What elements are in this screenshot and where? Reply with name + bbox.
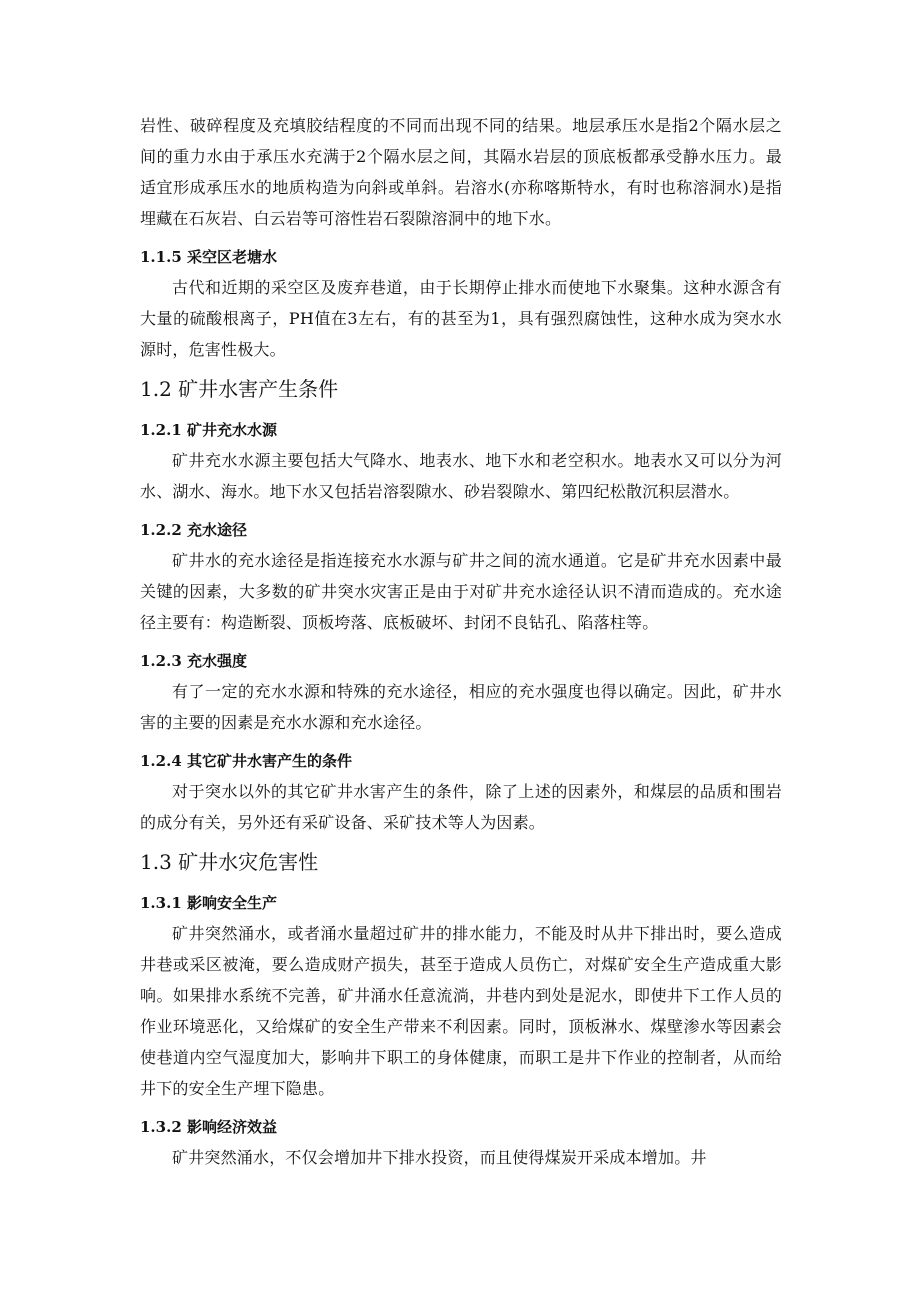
section-1-3-2 (140, 1112, 782, 1173)
paragraph-1-3-1: 矿井突然涌水，或者涌水量超过矿井的排水能力，不能及时从井下排出时，要么造成井巷或采区被淹，要么造成财产损失，甚至于造成人员伤亡，对煤矿安全生产造成重大影响。如果排水系统不完善，矿井涌水任意流淌，井巷内到处是泥水，即使井下工作人员的作业环境恶化，又给煤矿的安全生产带来不利因素。同时，顶板淋水、煤壁渗水等因素会使巷道内空气湿度加大，影响井下职工的身体健康，而职工是井下作业的控制者，从而给井下的安全生产埋下隐患。 (140, 924, 782, 1098)
heading-1-2-4: 1.2.4 其它矿井水害产生的条件 (140, 752, 352, 770)
section-1-2-4 (140, 746, 782, 838)
paragraph-1-2-3: 有了一定的充水水源和特殊的充水途径，相应的充水强度也得以确定。因此，矿井水害的主要的因素是充水水源和充水途径。 (140, 682, 782, 732)
paragraph-1-2-1: 矿井充水水源主要包括大气降水、地表水、地下水和老空积水。地表水又可以分为河水、湖水、海水。地下水又包括岩溶裂隙水、砂岩裂隙水、第四纪松散沉积层潜水。 (140, 451, 782, 501)
paragraph-1-2-2: 矿井水的充水途径是指连接充水水源与矿井之间的流水通道。它是矿井充水因素中最关键的因素，大多数的矿井突水灾害正是由于对矿井充水途径认识不清而造成的。充水途径主要有：构造断裂、顶板垮落、底板破坏、封闭不良钻孔、陷落柱等。 (140, 551, 782, 632)
section-1-2-1 (140, 415, 782, 507)
section-1-2-3 (140, 646, 782, 738)
paragraph-1-3-2: 矿井突然涌水，不仅会增加井下排水投资，而且使得煤炭开采成本增加。井 (172, 1148, 707, 1167)
heading-1-3: 1.3 矿井水灾危害性 (140, 850, 319, 874)
section-1-1-5 (140, 242, 782, 365)
heading-1-3-2: 1.3.2 影响经济效益 (140, 1118, 277, 1136)
intro-paragraph: 岩性、破碎程度及充填胶结程度的不同而出现不同的结果。地层承压水是指2个隔水层之间的重力水由于承压水充满于2个隔水层之间，其隔水岩层的顶底板都承受静水压力。最适宜形成承压水的地质构造为向斜或单斜。岩溶水(亦称喀斯特水，有时也称溶洞水)是指埋藏在石灰岩、白云岩等可溶性岩石裂隙溶洞中的地下水。 (140, 116, 782, 228)
heading-1-1-5: 1.1.5 采空区老塘水 (140, 248, 277, 266)
paragraph-1-1-5: 古代和近期的采空区及废弃巷道，由于长期停止排水而使地下水聚集。这种水源含有大量的硫酸根离子，PH值在3左右，有的甚至为1，具有强烈腐蚀性，这种水成为突水水源时，危害性极大。 (140, 278, 782, 359)
heading-1-2-1: 1.2.1 矿井充水水源 (140, 421, 277, 439)
heading-1-3-1: 1.3.1 影响安全生产 (140, 894, 277, 912)
section-1-2-2 (140, 515, 782, 638)
heading-1-2-2: 1.2.2 充水途径 (140, 521, 247, 539)
paragraph-1-2-4: 对于突水以外的其它矿井水害产生的条件，除了上述的因素外，和煤层的品质和围岩的成分有关，另外还有采矿设备、采矿技术等人为因素。 (140, 782, 782, 832)
heading-1-2-3: 1.2.3 充水强度 (140, 652, 247, 670)
section-1-3-1 (140, 888, 782, 1104)
heading-1-2: 1.2 矿井水害产生条件 (140, 377, 339, 401)
